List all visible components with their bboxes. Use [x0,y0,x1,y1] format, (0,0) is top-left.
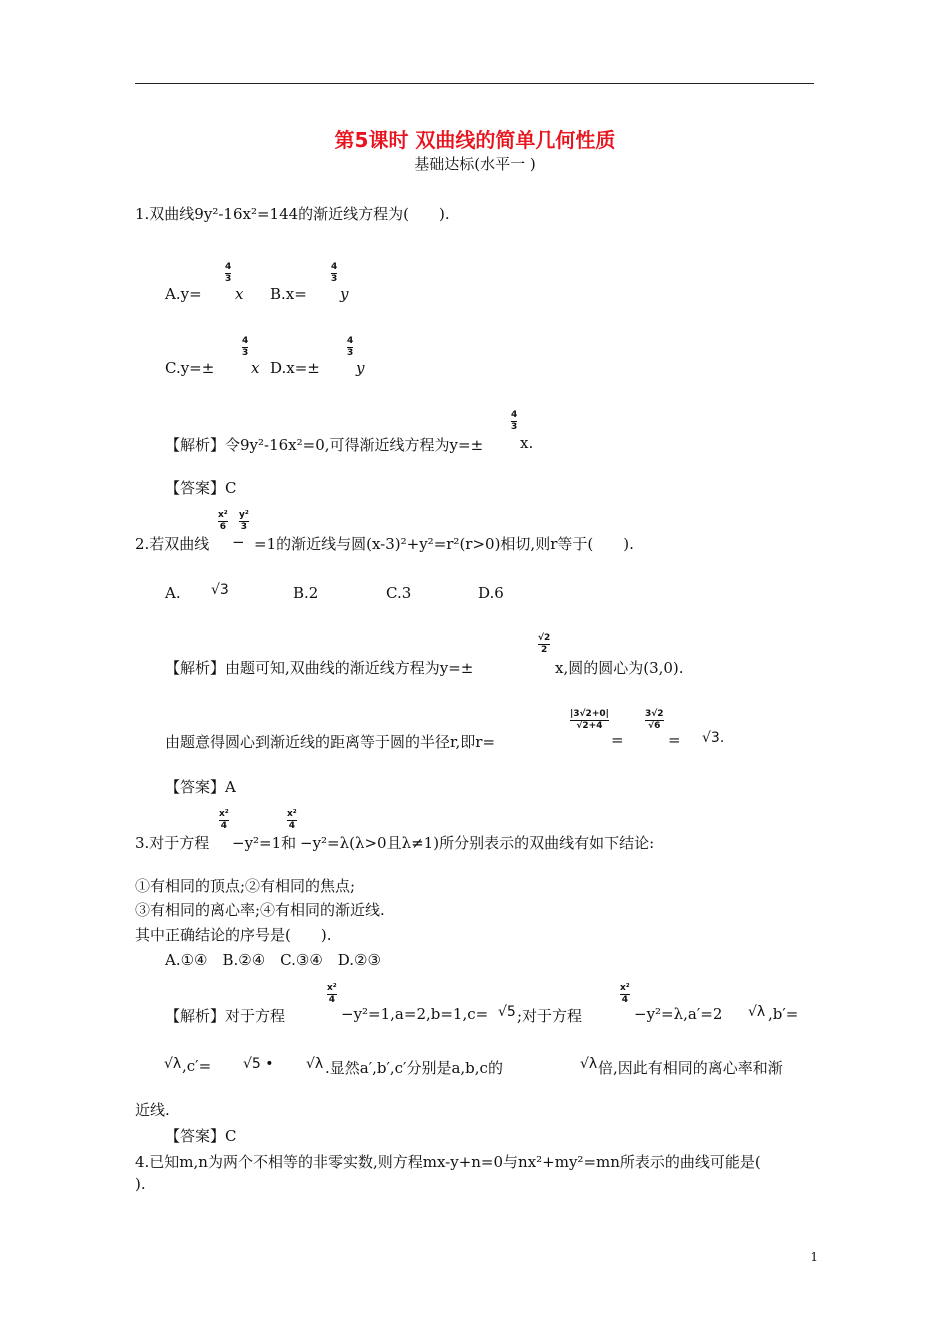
frac-numerator: 4 [331,262,338,272]
q1-option-c: C.y=± [165,359,215,377]
frac-denominator: √2+4 [576,721,603,731]
q3-stem-mid: −y²=1和 [232,834,297,852]
q2-stem-prefix: 2.若双曲线 [135,535,210,553]
q2-analysis-1: 【解析】由题可知,双曲线的渐近线方程为y=± [165,659,474,677]
q3-line-2: ③有相同的离心率;④有相同的渐近线. [135,901,385,919]
frac-denominator: 6 [219,522,226,532]
q2-equals-1: = [611,731,624,749]
q4-stem-line-1: 4.已知m,n为两个不相等的非零实数,则方程mx-y+n=0与nx²+my²=mn所表示的曲线可能是( [135,1153,761,1171]
q1-analysis-fraction [511,411,517,432]
lesson-title: 第5课时 双曲线的简单几何性质 [334,128,616,152]
q2-analysis-2: 由题意得圆心到渐近线的距离等于圆的半径r,即r= [165,733,496,751]
q1-option-a-fraction [225,263,231,284]
frac-numerator: x² [327,983,337,993]
frac-denominator: 4 [621,995,628,1005]
q2-frac-y [239,511,249,532]
q3-stem-suffix: −y²=λ(λ>0且λ≠1)所分别表示的双曲线有如下结论: [300,834,655,852]
q3-stem-prefix: 3.对于方程 [135,834,210,852]
q3-analysis-sqrt-lambda-1: √λ [748,1004,766,1020]
q3-analysis-frac-2 [620,984,630,1005]
q1-option-a: A.y= [165,285,202,303]
q3-analysis-1e: ,b′= [768,1005,799,1023]
q1-option-d-var: y [356,359,365,377]
frac-denominator: 3 [242,348,249,358]
q2-analysis-2-fraction-2 [645,710,664,731]
frac-numerator: x² [219,809,229,819]
q1-option-a-var: x [235,285,244,303]
q2-stem-suffix: =1的渐近线与圆(x-3)²+y²=r²(r>0)相切,则r等于( ). [254,535,634,553]
frac-denominator: 3 [511,422,518,432]
page-number: 1 [810,1250,818,1264]
frac-numerator: 4 [347,336,354,346]
frac-denominator: 3 [225,274,232,284]
frac-numerator: 4 [511,410,518,420]
q3-frac-1 [219,810,229,831]
q1-option-b-var: y [340,285,349,303]
frac-numerator: √2 [538,633,551,643]
q2-analysis-2-value: √3. [702,730,725,746]
q3-analysis-sqrt5: √5 [498,1004,516,1020]
frac-numerator: x² [218,510,228,520]
q3-line-3: 其中正确结论的序号是( ). [135,926,332,944]
q1-stem: 1.双曲线9y²-16x²=144的渐近线方程为( ). [135,205,450,223]
q2-minus: − [232,533,245,551]
q2-frac-x [218,511,228,532]
q3-line-1: ①有相同的顶点;②有相同的焦点; [135,877,356,895]
frac-numerator: y² [239,510,249,520]
q1-option-c-fraction [242,337,248,358]
frac-numerator: x² [287,809,297,819]
q3-analysis-1d: −y²=λ,a′=2 [634,1005,723,1023]
q2-analysis-1-tail: x,圆的圆心为(3,0). [555,659,684,677]
q1-option-c-var: x [251,359,260,377]
q1-analysis: 【解析】令9y²-16x²=0,可得渐近线方程为y=± [165,436,484,454]
frac-numerator: 4 [242,336,249,346]
q3-answer: 【答案】C [165,1127,237,1145]
frac-numerator: 3√2 [645,709,664,719]
q3-analysis-1b: −y²=1,a=2,b=1,c= [341,1005,489,1023]
frac-numerator: x² [620,983,630,993]
q3-analysis-sqrt-lambda-2: √λ [164,1056,182,1072]
q3-analysis-sqrt5-dot: √5 • [243,1056,274,1072]
q3-analysis-1c: ;对于方程 [517,1007,583,1025]
q2-analysis-1-fraction [538,634,550,655]
q3-analysis-2g: 倍,因此有相同的离心率和渐 [598,1059,783,1077]
q2-equals-2: = [668,731,681,749]
q1-option-d-fraction [347,337,353,358]
frac-denominator: 3 [331,274,338,284]
frac-denominator: √6 [648,721,661,731]
q3-frac-2 [287,810,297,831]
q2-option-a: A. [165,584,181,602]
frac-denominator: 3 [240,522,248,532]
frac-denominator: 4 [220,821,227,831]
q2-analysis-2-fraction-1 [570,710,609,731]
q3-analysis-2e: .显然a′,b′,c′分别是a,b,c的 [325,1059,503,1077]
q2-option-d: D.6 [478,584,504,602]
q3-analysis-frac-1 [327,984,337,1005]
q1-answer: 【答案】C [165,479,237,497]
q3-analysis-2b: ,c′= [182,1057,212,1075]
q3-options: A.①④ B.②④ C.③④ D.②③ [165,951,381,969]
frac-numerator: |3√2+0| [570,709,609,719]
q4-stem-line-2: ). [135,1175,146,1193]
q3-analysis-sqrt-lambda-3: √λ [306,1056,324,1072]
q1-analysis-tail: x. [520,434,534,452]
q3-analysis-sqrt-lambda-4: √λ [580,1056,598,1072]
frac-denominator: 3 [347,348,354,358]
q2-answer: 【答案】A [165,778,236,796]
q3-analysis-1a: 【解析】对于方程 [165,1007,286,1025]
q3-analysis-3: 近线. [135,1101,170,1119]
lesson-subtitle: 基础达标(水平一 ) [414,155,536,173]
header-rule [135,83,814,84]
frac-denominator: 4 [328,995,335,1005]
frac-denominator: 4 [288,821,295,831]
q1-option-b-fraction [331,263,337,284]
frac-denominator: 2 [541,645,548,655]
q2-option-b: B.2 [293,584,319,602]
q2-option-a-value: √3 [211,582,229,598]
q1-option-d: D.x=± [270,359,320,377]
q2-option-c: C.3 [386,584,412,602]
frac-numerator: 4 [225,262,232,272]
q1-option-b: B.x= [270,285,307,303]
